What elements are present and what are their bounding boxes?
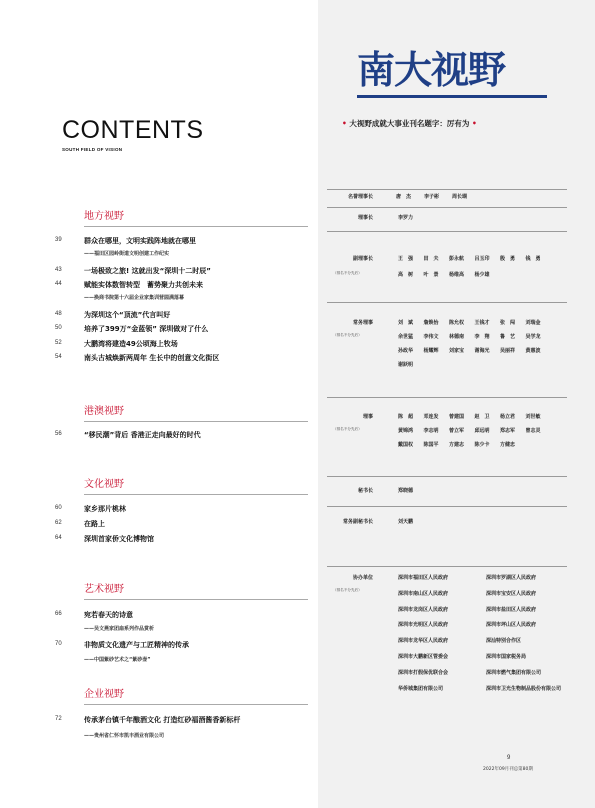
partner-organization: 深圳市大鹏新区管委会 <box>398 654 449 660</box>
toc-entry <box>55 505 315 517</box>
board-member-name: 钱 勇 <box>525 256 541 262</box>
section-heading: 港澳视野 <box>84 406 124 417</box>
toc-title: 南头古城焕新两周年 生长中的创意文化街区 <box>84 354 220 362</box>
magazine-logo <box>357 46 547 98</box>
board-member-name: 刘 斌 <box>398 320 414 326</box>
board-member-name: 李子彬 <box>424 194 440 200</box>
board-member-name: 张 闯 <box>500 320 516 326</box>
board-divider <box>327 397 567 398</box>
board-divider <box>327 506 567 507</box>
toc-title: 非物质文化遗产与工匠精神的传承 <box>84 641 189 649</box>
toc-page-number: 50 <box>55 325 62 331</box>
board-member-name: 谢跃明 <box>398 362 414 368</box>
toc-page-number: 72 <box>55 716 62 722</box>
contents-title: CONTENTS <box>62 116 204 144</box>
board-member-name: 陈国平 <box>423 442 439 448</box>
board-role-note: （排名不分先后） <box>333 333 362 337</box>
section-divider <box>84 599 308 600</box>
board-role-label: 秘书长 <box>357 488 373 494</box>
board-member-name: 方健忠 <box>500 442 516 448</box>
toc-entry <box>55 325 315 337</box>
toc-title: 家乡那片桃林 <box>84 505 126 513</box>
tagline-bullet-right: • <box>472 119 477 128</box>
board-member-name: 方建志 <box>449 442 465 448</box>
board-member-name: 王钱才 <box>474 320 490 326</box>
section-divider <box>84 494 308 495</box>
board-member-name: 邱远明 <box>474 428 490 434</box>
toc-entry <box>55 340 315 352</box>
toc-title: 宛若春天的诗意 <box>84 611 133 619</box>
board-member-name: 邓连发 <box>423 414 439 420</box>
toc-page-number: 60 <box>55 505 62 511</box>
toc-page-number: 39 <box>55 237 62 243</box>
board-member-name: 高 树 <box>398 272 414 278</box>
board-member-name: 彭永航 <box>449 256 465 262</box>
toc-page-number: 44 <box>55 281 62 287</box>
partner-organization: 深圳市打假保优联合会 <box>398 669 449 676</box>
toc-title: “移民潮”背后 香港正走向最好的时代 <box>84 431 201 439</box>
board-member-name: 郑晓德 <box>398 488 414 494</box>
board-member-name: 郑志军 <box>500 428 516 434</box>
board-member-name: 杨耀辉 <box>423 348 439 354</box>
partner-organization: 深圳市福田区人民政府 <box>398 575 449 581</box>
toc-title: 赋能实体数智转型 蓄势聚力共创未来 <box>84 281 203 289</box>
partner-organization: 深圳市宝安区人民政府 <box>486 590 537 597</box>
board-role-label: 常务理事 <box>352 320 373 326</box>
section-heading: 地方视野 <box>84 211 124 222</box>
board-member-name: 黄锦鸿 <box>398 428 414 434</box>
partner-organization: 华侨城集团有限公司 <box>398 685 444 692</box>
tagline-bullet-left: • <box>342 119 347 128</box>
board-divider <box>327 302 567 303</box>
toc-title: 一场极致之旅! 这就出发“深圳十二时辰” <box>84 267 211 275</box>
board-role-label: 副理事长 <box>352 256 373 262</box>
partner-organization: 深圳市光明区人民政府 <box>398 622 449 629</box>
toc-page-number: 62 <box>55 520 62 526</box>
contents-subtitle: SOUTH FIELD OF VISION <box>62 147 123 152</box>
board-member-name: 孙政华 <box>398 348 414 354</box>
board-member-name: 李伟文 <box>423 334 439 340</box>
board-member-name: 鲁 艺 <box>500 334 516 340</box>
toc-page-number: 56 <box>55 431 62 437</box>
board-role-note: （排名不分先后） <box>333 271 362 275</box>
partner-organization: 深圳市国家税务局 <box>486 654 527 660</box>
partner-organization: 深圳市南山区人民政府 <box>398 590 449 597</box>
toc-entry <box>55 641 315 653</box>
toc-entry <box>55 281 315 293</box>
toc-entry <box>55 716 315 728</box>
page-number: 9 <box>507 755 511 761</box>
section-heading: 艺术视野 <box>84 584 124 595</box>
board-member-name: 田 夫 <box>423 256 439 262</box>
board-member-name: 唐 杰 <box>396 194 412 200</box>
board-divider <box>327 231 567 232</box>
board-member-name: 刘瑞金 <box>525 320 541 326</box>
toc-subtitle: ——换商书院第十六届企业家集训营圆满落幕 <box>84 295 185 301</box>
toc-title: 为深圳这个“顶流”代言叫好 <box>84 311 171 319</box>
partner-organization: 深圳市龙岗区人民政府 <box>398 606 449 613</box>
board-member-name: 李罗力 <box>398 215 414 221</box>
board-member-name: 赵 卫 <box>474 414 490 420</box>
partner-organization: 深汕特别合作区 <box>486 638 522 645</box>
toc-title: 深圳首家侨文化博物馆 <box>84 535 154 543</box>
toc-title: 传承茅台镇千年酿酒文化 打造红砂福酒酱香新标杆 <box>84 716 241 724</box>
toc-subtitle: ——吴文燕家团扇系列作品赏析 <box>84 626 155 632</box>
partner-organization: 深圳市罗湖区人民政府 <box>486 575 537 581</box>
board-divider <box>327 566 567 567</box>
partner-organization: 深圳市龙华区人民政府 <box>398 638 449 645</box>
toc-title: 培养了399万“金蓝领” 深圳做对了什么 <box>84 325 209 333</box>
board-member-name: 刘天鹏 <box>398 519 414 525</box>
board-member-name: 殷 勇 <box>500 256 516 262</box>
board-role-label: 理事长 <box>357 215 373 221</box>
logo-underline <box>357 95 547 98</box>
masthead-tagline <box>342 118 477 129</box>
board-role-label: 协办单位 <box>352 575 373 581</box>
partner-organization: 深圳市卫光生物制品股份有限公司 <box>486 685 562 692</box>
toc-title: 在路上 <box>84 520 105 528</box>
board-divider <box>327 189 567 190</box>
partner-organization: 深圳市燃气集团有限公司 <box>486 669 542 676</box>
toc-entry <box>55 520 315 532</box>
toc-title: 群众在哪里，文明实践阵地就在哪里 <box>84 237 196 245</box>
toc-page-number: 48 <box>55 311 62 317</box>
toc-entry <box>55 311 315 323</box>
section-divider <box>84 421 308 422</box>
board-divider <box>327 207 567 208</box>
board-member-name: 陈允权 <box>449 320 465 326</box>
board-member-name: 杨少雄 <box>474 272 490 278</box>
board-member-name: 吴学龙 <box>525 334 541 340</box>
logo-text: 南大视野 <box>357 47 506 92</box>
board-member-name: 王 强 <box>398 256 414 262</box>
board-member-name: 林德南 <box>449 334 465 340</box>
section-heading: 文化视野 <box>84 479 124 490</box>
toc-page-number: 64 <box>55 535 62 541</box>
board-member-name: 刘家宝 <box>449 348 465 354</box>
toc-entry <box>55 354 315 366</box>
toc-page-number: 52 <box>55 340 62 346</box>
board-member-name: 曾建国 <box>449 414 465 420</box>
board-member-name: 陈 超 <box>398 414 414 420</box>
tagline-text: 大视野成就大事业刊名题字：厉有为 <box>349 119 470 128</box>
board-member-name: 吕玉印 <box>474 256 490 262</box>
partner-organization: 深圳市坪山区人民政府 <box>486 622 537 629</box>
toc-entry <box>55 535 315 547</box>
toc-subtitle: ——福田区园岭街道文明创建工作纪实 <box>84 251 170 257</box>
board-member-name: 谢海光 <box>474 348 490 354</box>
toc-entry <box>55 611 315 623</box>
board-member-name: 余世猛 <box>398 334 414 340</box>
toc-entry <box>55 267 315 279</box>
board-member-name: 曾立军 <box>449 428 465 434</box>
board-member-name: 杨维高 <box>449 272 465 278</box>
issue-label: 2022年09月刊总第80期 <box>483 767 533 772</box>
board-divider <box>327 476 567 477</box>
board-member-name: 陈少卡 <box>474 442 490 448</box>
board-member-name: 杨立君 <box>500 414 516 420</box>
toc-subtitle: ——贵州省仁怀市凯丰酒业有限公司 <box>84 733 165 739</box>
board-member-name: 刘世敏 <box>525 414 541 420</box>
toc-page-number: 66 <box>55 611 62 617</box>
board-member-name: 叶 景 <box>423 272 439 278</box>
board-role-label: 名誉理事长 <box>347 194 373 200</box>
board-member-name: 黄惠波 <box>525 348 541 354</box>
toc-title: 大鹏湾将建造49公顷海上牧场 <box>84 340 178 348</box>
toc-page-number: 70 <box>55 641 62 647</box>
board-role-label: 理事 <box>362 414 373 420</box>
section-heading: 企业视野 <box>84 689 124 700</box>
board-member-name: 戴国权 <box>398 442 414 448</box>
board-member-name: 吴丽祥 <box>500 348 516 354</box>
board-member-name: 李志明 <box>423 428 439 434</box>
section-divider <box>84 704 308 705</box>
toc-entry <box>55 431 315 443</box>
board-member-name: 曾志灵 <box>525 428 541 434</box>
toc-entry <box>55 237 315 249</box>
board-member-name: 李 翔 <box>474 334 490 340</box>
board-member-name: 詹焕怡 <box>423 320 439 326</box>
toc-page-number: 43 <box>55 267 62 273</box>
toc-page-number: 54 <box>55 354 62 360</box>
section-divider <box>84 226 308 227</box>
toc-subtitle: ——中国紫砂艺术之“紫砂壶” <box>84 657 151 663</box>
board-member-name: 周长瑚 <box>452 194 468 200</box>
partner-organization: 深圳市盐田区人民政府 <box>486 606 537 613</box>
board-role-note: （排名不分先后） <box>333 427 362 431</box>
board-role-label: 常务副秘书长 <box>342 519 373 525</box>
board-role-note: （排名不分先后） <box>333 588 362 592</box>
